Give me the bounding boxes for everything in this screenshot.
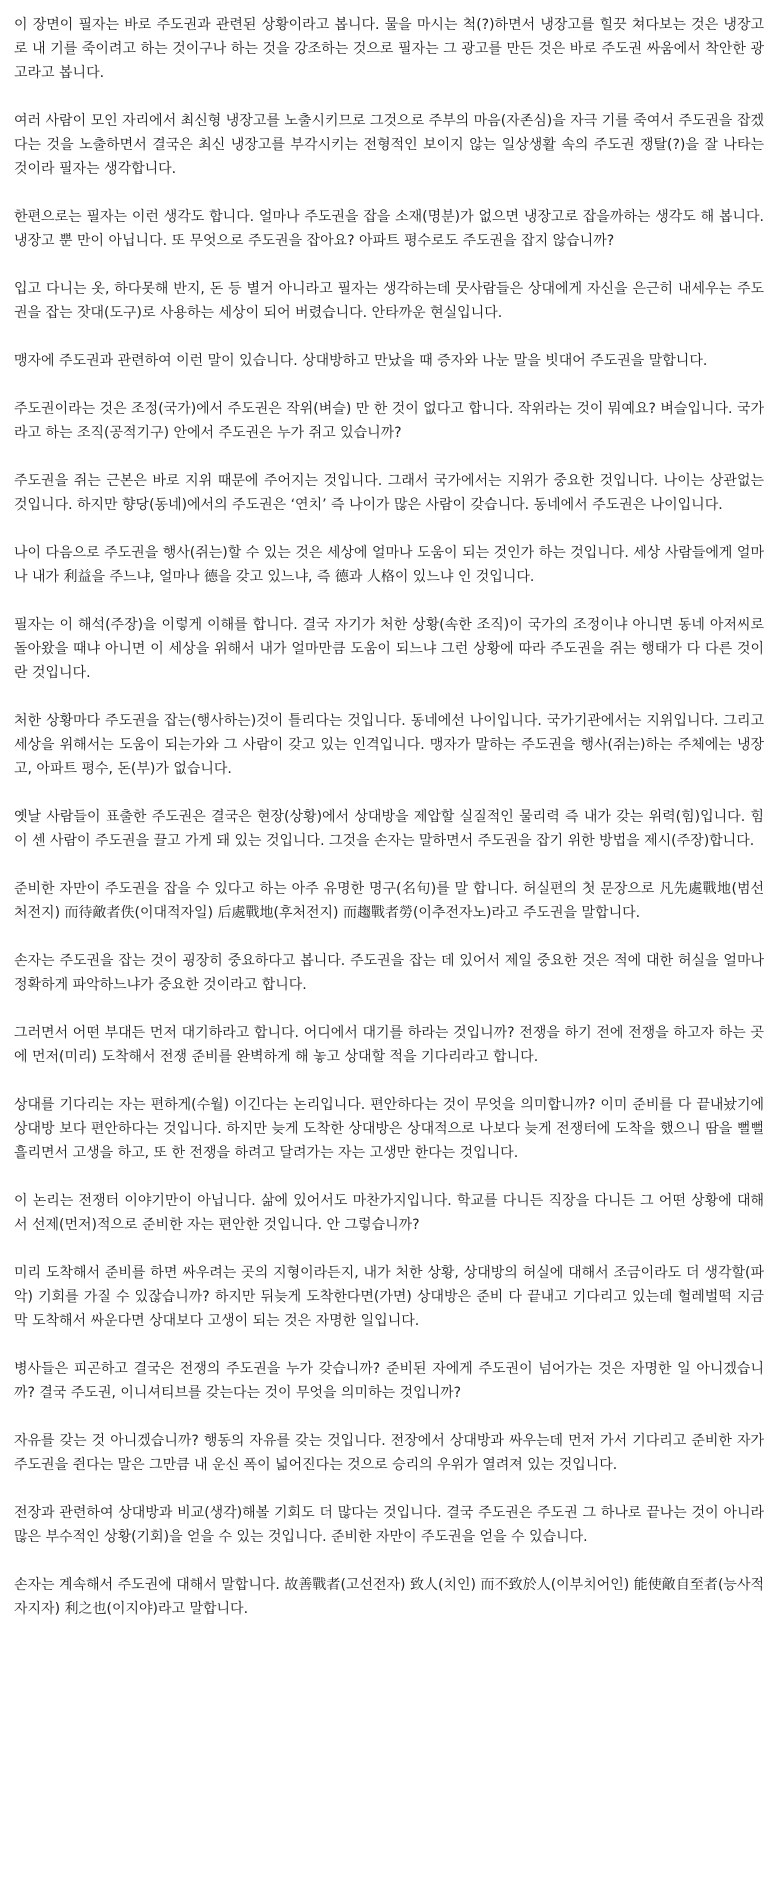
paragraph: 입고 다니는 옷, 하다못해 반지, 돈 등 별거 아니라고 필자는 생각하는데 뭇사람들은 상대에게 자신을 은근히 내세우는 주도권을 잡는 잣대(도구)로 사용하는 세상이 되어 버렸습니다. 안타까운 현실입니다. [14, 281, 764, 321]
paragraph: 주도권이라는 것은 조정(국가)에서 주도권은 작위(벼슬) 만 한 것이 없다고 합니다. 작위라는 것이 뭐예요? 벼슬입니다. 국가라고 하는 조직(공적기구) 안에서 주도권은 누가 쥐고 있습니까? [14, 401, 764, 441]
paragraph: 준비한 자만이 주도권을 잡을 수 있다고 하는 아주 유명한 명구(名句)를 말 합니다. 허실편의 첫 문장으로 凡先處戰地(범선처전지) 而待敵者佚(이대적자일) 后處戰地(후처전지) 而趨戰者勞(이추전자노)라고 주도권을 말합니다. [14, 881, 764, 921]
paragraph: 나이 다음으로 주도권을 행사(쥐는)할 수 있는 것은 세상에 얼마나 도움이 되는 것인가 하는 것입니다. 세상 사람들에게 얼마나 내가 利益을 주느냐, 얼마나 德을 갖고 있느냐, 즉 德과 人格이 있느냐 인 것입니다. [14, 545, 764, 585]
paragraph: 전장과 관련하여 상대방과 비교(생각)해볼 기회도 더 많다는 것입니다. 결국 주도권은 주도권 그 하나로 끝나는 것이 아니라 많은 부수적인 상황(기회)을 얻을 수 있는 것입니다. 준비한 자만이 주도권을 얻을 수 있습니다. [14, 1505, 764, 1545]
paragraph: 필자는 이 해석(주장)을 이렇게 이해를 합니다. 결국 자기가 처한 상황(속한 조직)이 국가의 조정이냐 아니면 동네 아저씨로 돌아왔을 때냐 아니면 이 세상을 위해서 내가 얼마만큼 도움이 되느냐 그런 상황에 따라 주도권을 쥐는 행태가 다 다른 것이란 것입니다. [14, 617, 764, 681]
paragraph: 미리 도착해서 준비를 하면 싸우려는 곳의 지형이라든지, 내가 처한 상황, 상대방의 허실에 대해서 조금이라도 더 생각할(파악) 기회를 가질 수 있잖습니까? 하지만 뒤늦게 도착한다면(가면) 상대방은 준비 다 끝내고 기다리고 있는데 헐레벌떡 지금 막 도착해서 싸운다면 상대보다 고생이 되는 것은 자명한 일입니다. [14, 1265, 764, 1329]
paragraph: 손자는 주도권을 잡는 것이 굉장히 중요하다고 봅니다. 주도권을 잡는 데 있어서 제일 중요한 것은 적에 대한 허실을 얼마나 정확하게 파악하느냐가 중요한 것이라고 합니다. [14, 953, 764, 993]
paragraph: 처한 상황마다 주도권을 잡는(행사하는)것이 틀리다는 것입니다. 동네에선 나이입니다. 국가기관에서는 지위입니다. 그리고 세상을 위해서는 도움이 되는가와 그 사람이 갖고 있는 인격입니다. 맹자가 말하는 주도권을 행사(쥐는)하는 주체에는 냉장고, 아파트 평수, 돈(부)가 없습니다. [14, 713, 764, 777]
paragraph: 이 장면이 필자는 바로 주도권과 관련된 상황이라고 봅니다. 물을 마시는 척(?)하면서 냉장고를 힐끗 쳐다보는 것은 냉장고로 내 기를 죽이려고 하는 것이구나 하는 것을 강조하는 것으로 필자는 그 광고를 만든 것은 바로 주도권 싸움에서 착안한 광고라고 봅니다. [14, 17, 764, 81]
paragraph: 자유를 갖는 것 아니겠습니까? 행동의 자유를 갖는 것입니다. 전장에서 상대방과 싸우는데 먼저 가서 기다리고 준비한 자가 주도권을 쥔다는 말은 그만큼 내 운신 폭이 넓어진다는 것으로 승리의 우위가 열려져 있는 것입니다. [14, 1433, 764, 1473]
paragraph: 주도권을 쥐는 근본은 바로 지위 때문에 주어지는 것입니다. 그래서 국가에서는 지위가 중요한 것입니다. 나이는 상관없는 것입니다. 하지만 향당(동네)에서의 주도권은 ‘연치’ 즉 나이가 많은 사람이 갖습니다. 동네에서 주도권은 나이입니다. [14, 473, 764, 513]
paragraph: 여러 사람이 모인 자리에서 최신형 냉장고를 노출시키므로 그것으로 주부의 마음(자존심)을 자극 기를 죽여서 주도권을 잡겠다는 것을 노출하면서 결국은 최신 냉장고를 부각시키는 전형적인 보이지 않는 일상생활 속의 주도권 쟁탈(?)을 잘 나타는 것이라 필자는 생각합니다. [14, 113, 764, 177]
paragraph: 손자는 계속해서 주도권에 대해서 말합니다. 故善戰者(고선전자) 致人(치인) 而不致於人(이부치어인) 能使敵自至者(능사적자지자) 利之也(이지야)라고 말합니다. [14, 1577, 764, 1617]
paragraph: 병사들은 피곤하고 결국은 전쟁의 주도권을 누가 갖습니까? 준비된 자에게 주도권이 넘어가는 것은 자명한 일 아니겠습니까? 결국 주도권, 이니셔티브를 갖는다는 것이 무엇을 의미하는 것입니까? [14, 1361, 764, 1401]
paragraph: 상대를 기다리는 자는 편하게(수월) 이긴다는 논리입니다. 편안하다는 것이 무엇을 의미합니까? 이미 준비를 다 끝내놨기에 상대방 보다 편안하다는 것입니다. 하지만 늦게 도착한 상대방은 상대적으로 나보다 늦게 전쟁터에 도착을 했으니 땀을 뻘뻘 흘리면서 고생을 하고, 또 한 전쟁을 하려고 달려가는 자는 고생만 한다는 것입니다. [14, 1097, 764, 1161]
paragraph: 그러면서 어떤 부대든 먼저 대기하라고 합니다. 어디에서 대기를 하라는 것입니까? 전쟁을 하기 전에 전쟁을 하고자 하는 곳에 먼저(미리) 도착해서 전쟁 준비를 완벽하게 해 놓고 상대할 적을 기다리라고 합니다. [14, 1025, 764, 1065]
paragraph: 이 논리는 전쟁터 이야기만이 아닙니다. 삶에 있어서도 마찬가지입니다. 학교를 다니든 직장을 다니든 그 어떤 상황에 대해서 선제(먼저)적으로 준비한 자는 편안한 것입니다. 안 그렇습니까? [14, 1193, 764, 1233]
paragraph: 한편으로는 필자는 이런 생각도 합니다. 얼마나 주도권을 잡을 소재(명분)가 없으면 냉장고로 잡을까하는 생각도 해 봅니다. 냉장고 뿐 만이 아닙니다. 또 무엇으로 주도권을 잡아요? 아파트 평수로도 주도권을 잡지 않습니까? [14, 209, 764, 249]
paragraph: 옛날 사람들이 표출한 주도권은 결국은 현장(상황)에서 상대방을 제압할 실질적인 물리력 즉 내가 갖는 위력(힘)입니다. 힘이 센 사람이 주도권을 끌고 가게 돼 있는 것입니다. 그것을 손자는 말하면서 주도권을 잡기 위한 방법을 제시(주장)합니다. [14, 809, 764, 849]
paragraph: 맹자에 주도권과 관련하여 이런 말이 있습니다. 상대방하고 만났을 때 증자와 나눈 말을 빗대어 주도권을 말합니다. [14, 353, 708, 369]
